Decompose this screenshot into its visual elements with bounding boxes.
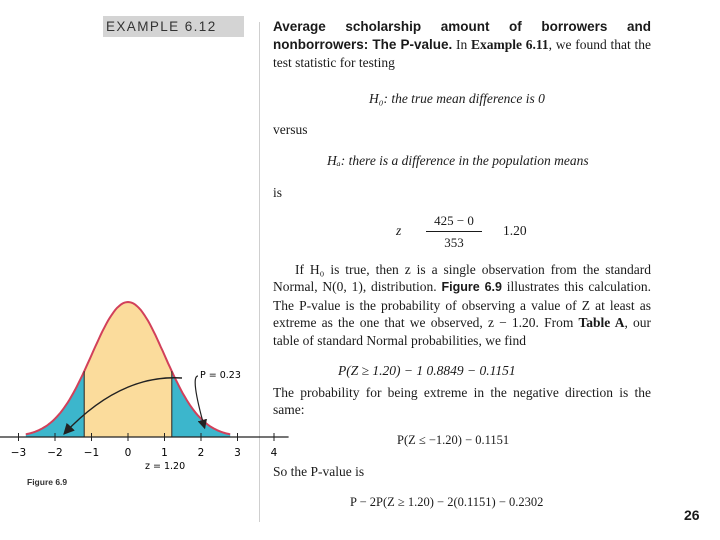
z-result: 1.20	[503, 223, 527, 238]
tick-label: 1	[161, 447, 168, 459]
right-tail-area	[172, 371, 230, 437]
tick-label: −1	[83, 447, 100, 459]
z-symbol: z	[396, 223, 402, 238]
equation-1: P(Z ≥ 1.20) − 1 0.8849 − 0.1151	[338, 363, 516, 378]
versus-text: versus	[273, 122, 308, 137]
z-denominator: 353	[444, 235, 464, 250]
title-text-2: , we found that the test statistic for testing	[273, 37, 652, 70]
figure-ref: Figure 6.9	[441, 280, 502, 295]
page-number: 26	[684, 507, 700, 523]
paragraph-1-text-c: , our table of standard Normal probabilities, we find	[273, 315, 652, 348]
title-bold: Average scholarship amount of borrowers and nonborrowers: The P-value.	[273, 19, 651, 52]
tick-label: 3	[234, 447, 241, 459]
tick-label: −2	[47, 447, 63, 459]
center-area	[84, 302, 172, 437]
example-title	[273, 18, 651, 72]
p-value-label: P = 0.23	[200, 370, 241, 381]
so-text: So the P-value is	[273, 464, 365, 479]
tick-label: −3	[10, 447, 27, 459]
alt-hypothesis: Hₐ: there is a difference in the population means	[327, 153, 589, 168]
table-ref: Table A	[578, 315, 625, 331]
paragraph-1-text-b: illustrates this calculation. The P-value is the probability of observing a value of Z at least as extreme as the one that we observed, z − 1.20. From	[273, 279, 651, 331]
is-text: is	[273, 185, 283, 200]
normal-curve-figure	[0, 290, 278, 500]
equation-2: P(Z ≤ −1.20) − 0.1151	[397, 433, 510, 447]
tick-label: 0	[124, 447, 132, 459]
left-tail-area	[26, 371, 84, 437]
z-fraction	[426, 213, 482, 251]
paragraph-1-text-a: If H₀ is true, then z is a single observation from the standard Normal, N(0, 1), distribution.	[273, 262, 651, 295]
null-hypothesis: H₀: the true mean difference is 0	[369, 91, 545, 106]
tick-label: 4	[270, 447, 278, 459]
figure-caption: Figure 6.9	[27, 477, 68, 487]
tick-label: 2	[197, 447, 205, 459]
z-value-label: z = 1.20	[145, 461, 186, 472]
example-ref: Example 6.11	[471, 37, 549, 52]
example-label: EXAMPLE 6.12	[103, 16, 244, 37]
paragraph-2: The probability for being extreme in the negative direction is the same:	[273, 385, 651, 418]
equation-3: P − 2P(Z ≥ 1.20) − 2(0.1151) − 0.2302	[350, 495, 544, 509]
z-numerator: 425 − 0	[426, 213, 482, 232]
title-text-1: In	[452, 37, 472, 52]
column-divider	[259, 22, 260, 522]
paragraph-1	[273, 261, 651, 349]
